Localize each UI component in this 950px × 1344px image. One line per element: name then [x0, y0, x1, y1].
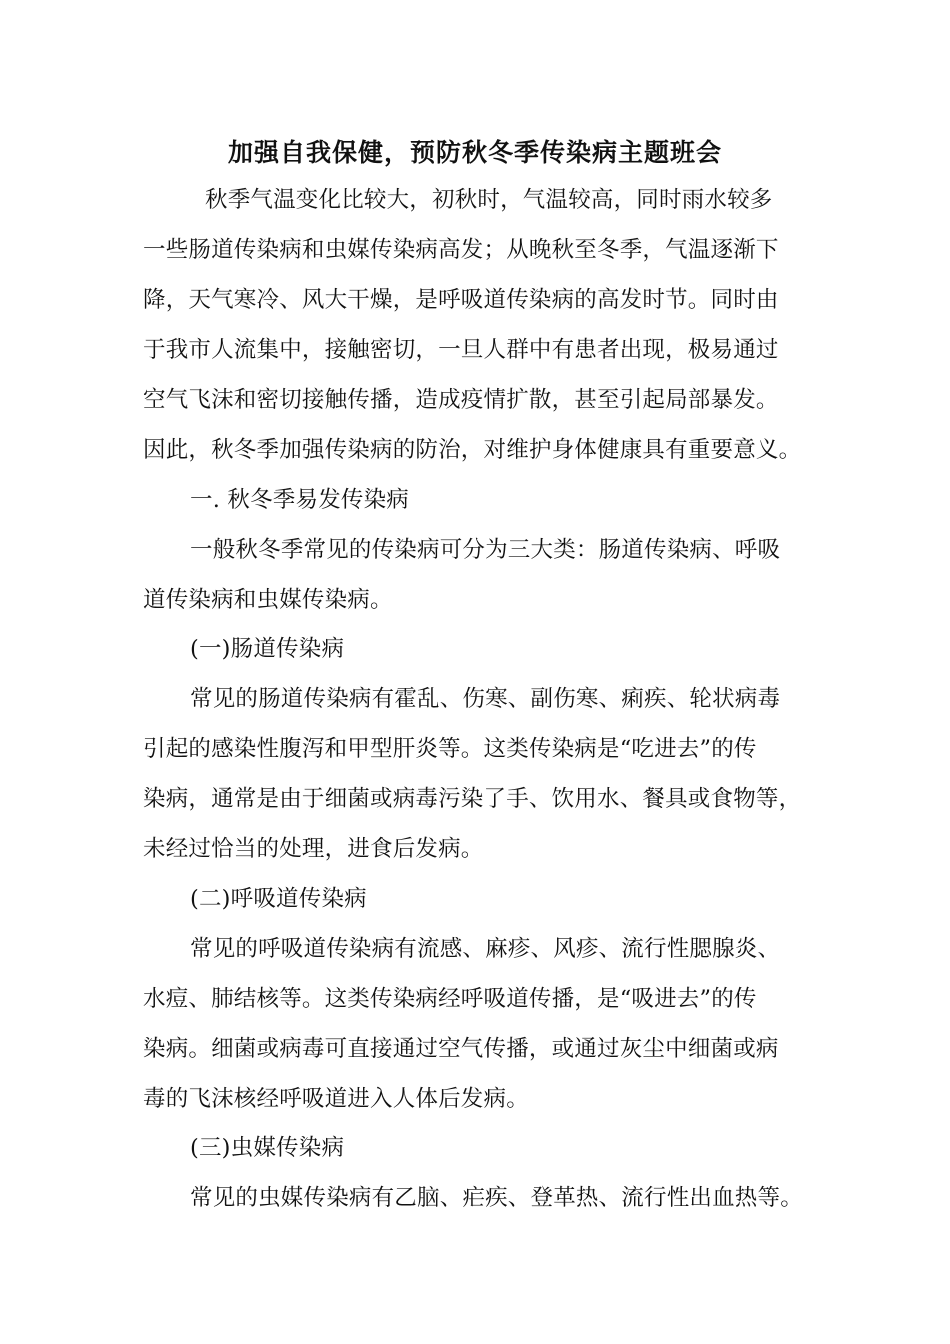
paragraph-line: 道传染病和虫媒传染病。: [143, 587, 393, 613]
paragraph-line: 一些肠道传染病和虫媒传染病高发；从晚秋至冬季，气温逐渐下: [143, 237, 779, 263]
paragraph-line: 染病，通常是由于细菌或病毒污染了手、饮用水、餐具或食物等，: [143, 786, 802, 812]
paragraph-line: 常见的呼吸道传染病有流感、麻疹、风疹、流行性腮腺炎、: [190, 936, 781, 962]
paragraph-line: 水痘、肺结核等。这类传染病经呼吸道传播，是“吸进去”的传: [143, 986, 757, 1012]
paragraph-line: 因此，秋冬季加强传染病的防治，对维护身体健康具有重要意义。: [143, 437, 802, 463]
paragraph-line: 未经过恰当的处理，进食后发病。: [143, 836, 484, 862]
subsection-heading: (三)虫媒传染病: [190, 1135, 345, 1161]
section-heading: 一. 秋冬季易发传染病: [190, 487, 410, 513]
paragraph-line: 常见的虫媒传染病有乙脑、疟疾、登革热、流行性出血热等。: [190, 1185, 803, 1211]
paragraph-line: 常见的肠道传染病有霍乱、伤寒、副伤寒、痢疾、轮状病毒: [190, 686, 781, 712]
paragraph-line: 引起的感染性腹泻和甲型肝炎等。这类传染病是“吃进去”的传: [143, 736, 757, 762]
paragraph-line: 一般秋冬季常见的传染病可分为三大类：肠道传染病、呼吸: [190, 537, 781, 563]
paragraph-line: 于我市人流集中，接触密切，一旦人群中有患者出现，极易通过: [143, 337, 779, 363]
paragraph-line: 染病。细菌或病毒可直接通过空气传播，或通过灰尘中细菌或病: [143, 1036, 779, 1062]
paragraph-line: 降，天气寒冷、风大干燥，是呼吸道传染病的高发时节。同时由: [143, 287, 779, 313]
document-title: 加强自我保健，预防秋冬季传染病主题班会: [227, 138, 722, 167]
paragraph-line: 毒的飞沫核经呼吸道进入人体后发病。: [143, 1086, 529, 1112]
paragraph-line: 空气飞沫和密切接触传播，造成疫情扩散，甚至引起局部暴发。: [143, 387, 779, 413]
subsection-heading: (二)呼吸道传染病: [190, 886, 367, 912]
subsection-heading: (一)肠道传染病: [190, 636, 345, 662]
paragraph-line: 秋季气温变化比较大，初秋时，气温较高，同时雨水较多: [205, 187, 773, 213]
